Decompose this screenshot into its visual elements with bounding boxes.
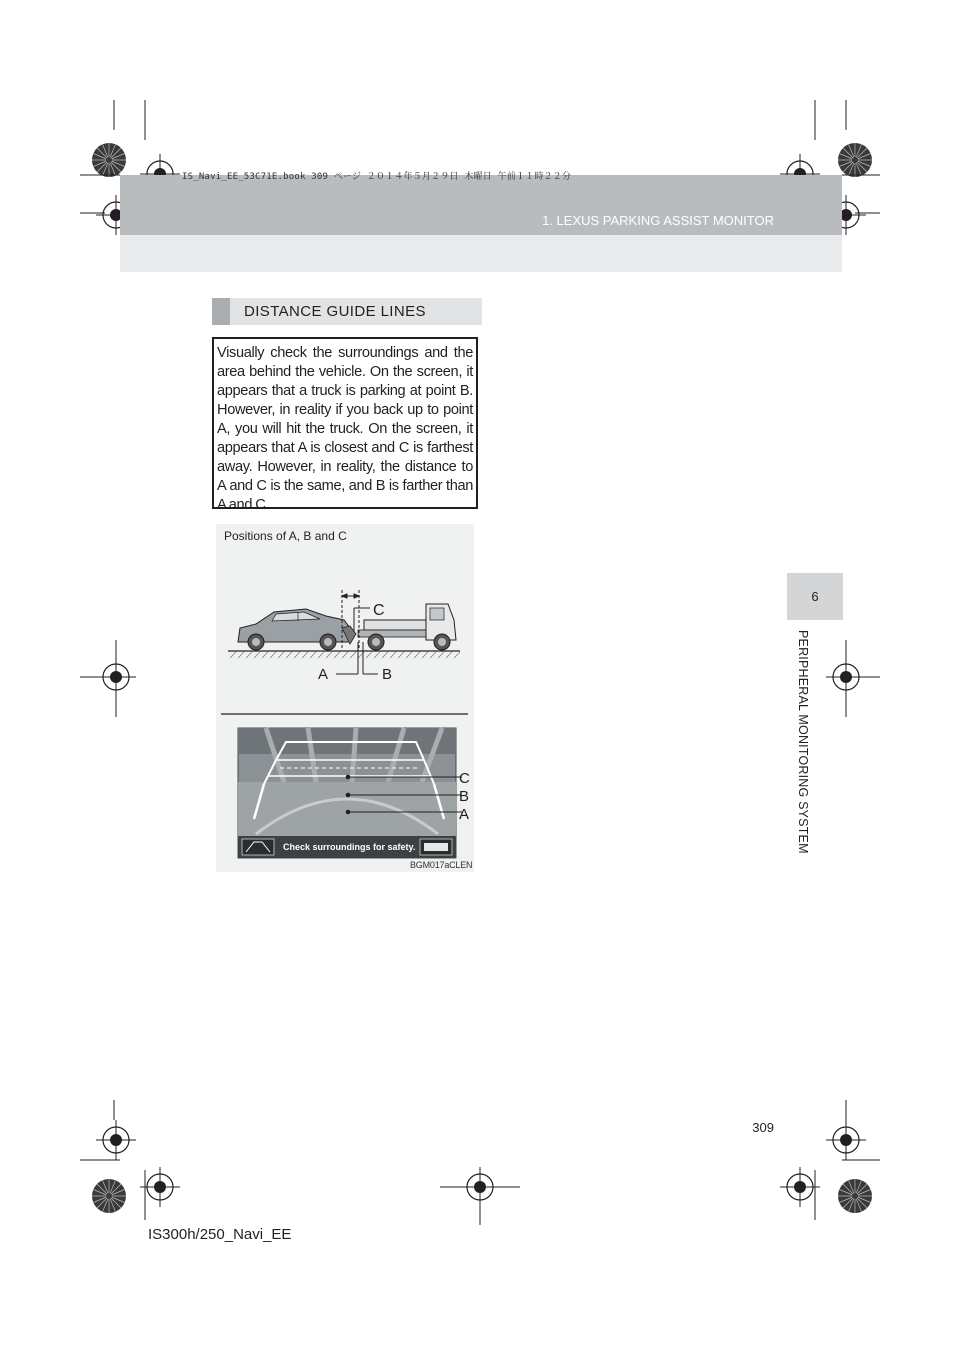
figure-code: BGM017aCLEN xyxy=(410,860,473,870)
page-number: 309 xyxy=(752,1120,774,1135)
side-label-b: B xyxy=(382,666,393,683)
screen-label-c: C xyxy=(459,770,470,787)
section-title: 1. LEXUS PARKING ASSIST MONITOR xyxy=(542,213,774,228)
figure-caption: Positions of A, B and C xyxy=(224,529,347,543)
caution-note-text: Visually check the surroundings and the area behind the vehicle. On the screen, it appears that a truck is parking at point B. However, in reality if you back up to point A, you will hit the truck. On the screen, it appears that A is closest and C is farthest away. However, in reality, the distance to A and C is the same, and B is farther than A and C. xyxy=(217,345,473,513)
chapter-number: 6 xyxy=(811,589,819,604)
ground-hatch xyxy=(228,651,460,658)
section-heading: DISTANCE GUIDE LINES xyxy=(244,303,426,320)
side-label-c: C xyxy=(373,602,385,619)
screen-label-b: B xyxy=(459,788,470,805)
screen-label-a: A xyxy=(459,806,470,823)
car-illustration xyxy=(238,609,356,650)
print-book-info: IS_Navi_EE_53C71E.book 309 ページ ２０１４年５月２９日 木曜日 午前１１時２２分 xyxy=(182,172,572,182)
side-label-a: A xyxy=(318,666,329,683)
chapter-title: PERIPHERAL MONITORING SYSTEM xyxy=(796,630,810,854)
chapter-tab xyxy=(787,573,843,620)
screen-banner-text: Check surroundings for safety. xyxy=(283,842,416,852)
heading-marker xyxy=(212,298,230,325)
chapter-side-label xyxy=(788,620,818,870)
figure-illustration xyxy=(216,524,474,872)
caution-note xyxy=(212,337,478,513)
footer-model: IS300h/250_Navi_EE xyxy=(148,1226,292,1243)
